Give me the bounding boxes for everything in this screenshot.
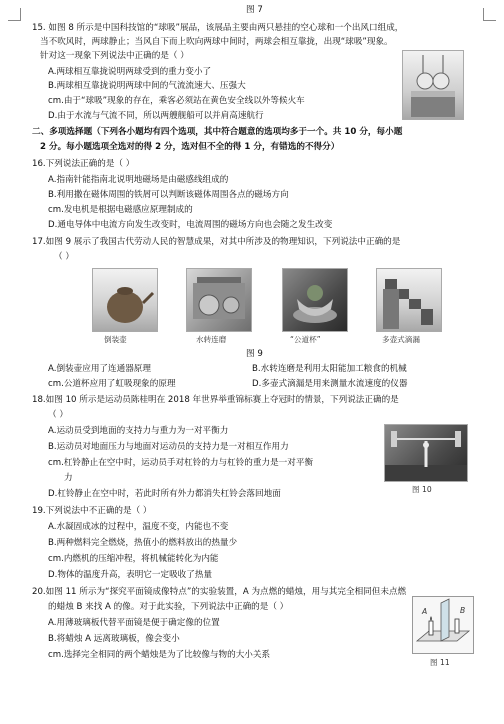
figure-9-water-mill-photo [186, 268, 252, 332]
q20-stem-line1: 20.如图 11 所示为“探究平面镜成像特点”的实验装置，A 为点燃的蜡烛，用与其完全相同但未点燃 [32, 587, 407, 597]
q20-option-a: A.用薄玻璃板代替平面镜是便于确定像的位置 [48, 618, 220, 628]
q18-option-b: B.运动员对地面压力与地面对运动员的支持力是一对相互作用力 [48, 442, 289, 452]
ball-suction-exhibit-image [403, 51, 463, 119]
q15-option-c: cm.由于“球吸”现象的存在，乘客必须站在黄色安全线以外等候火车 [48, 96, 305, 106]
figure-9-caption-3: “公道杯” [290, 335, 321, 344]
q17-stem-line2: （ ） [54, 252, 74, 262]
q18-option-a: A.运动员受到地面的支持力与重力为一对平衡力 [48, 426, 229, 436]
figure-11-diagram [412, 596, 474, 654]
q16-option-c: cm.发电机是根据电磁感应原理制成的 [48, 205, 193, 215]
figure-9-fair-cup-photo [282, 268, 348, 332]
figure-10-weightlifting-photo [384, 424, 468, 482]
q16-option-a: A.指南针能指南北说明地磁场是由磁感线组成的 [48, 175, 229, 185]
q17-option-c: cm.公道杯应用了虹吸现象的原理 [48, 379, 176, 389]
section2-heading-line1: 二、多项选择题（下列各小题均有四个选项，其中符合题意的选项均多于一个。共 10 分，每小题 [32, 127, 403, 137]
figure-11-label-b: B [460, 606, 466, 615]
q19-option-a: A.水凝固成冰的过程中，温度不变，内能也不变 [48, 522, 229, 532]
q17-stem-line1: 17.如图 9 展示了我国古代劳动人民的智慧成果，对其中所涉及的物理知识，下列说法中正确的是 [32, 237, 401, 247]
q19-option-b: B.两种燃料完全燃烧，热值小的燃料放出的热量少 [48, 538, 238, 548]
q20-option-b: B.将蜡烛 A 远离玻璃板，像会变小 [48, 634, 180, 644]
q16-option-b: B.利用撒在磁体周围的铁屑可以判断该磁体周围各点的磁场方向 [48, 190, 289, 200]
q19-option-d: D.物体的温度升高，表明它一定吸收了热量 [48, 570, 213, 580]
figure-9-caption-2: 水转连磨 [196, 335, 227, 344]
q15-stem-line3: 针对这一现象下列说法中正确的是（ ） [40, 51, 189, 61]
q17-option-a: A.倒装壶应用了连通器原理 [48, 364, 151, 374]
q15-stem-line1: 15. 如图 8 所示是中国科技馆的“球吸”展品，该展品主要由两只悬挂的空心球和一个出风口组成， [32, 23, 404, 33]
figure-9-caption-4: 多壶式滴漏 [382, 335, 420, 344]
q18-stem-line1: 18.如图 10 所示是运动员陈桂明在 2018 年世界举重锦标赛上夺冠时的情景，下列说法正确的是 [32, 395, 399, 405]
figure-8-photo [402, 50, 464, 120]
q15-option-a: A.两球相互靠拢说明两球受到的重力变小了 [48, 67, 212, 77]
teapot-image [93, 269, 157, 331]
q15-option-b: B.两球相互靠拢说明两球中间的气流流速大、压强大 [48, 81, 246, 91]
q17-option-d: D.多壶式滴漏是用来测量水流速度的仪器 [252, 379, 408, 389]
q17-option-b: B.水转连磨是利用太阳能加工粮食的机械 [252, 364, 407, 374]
figure-10-label: 图 10 [412, 485, 432, 494]
q20-option-c: cm.选择完全相同的两个蜡烛是为了比较像与物的大小关系 [48, 650, 271, 660]
crop-mark-top-left [8, 8, 21, 21]
water-mill-image [187, 269, 251, 331]
q19-stem: 19.下列说法中不正确的是（ ） [32, 506, 152, 516]
q18-option-c-line1: cm.杠铃静止在空中时，运动员手对杠铃的力与杠铃的重力是一对平衡 [48, 458, 314, 468]
figure-11-label-a: A [422, 607, 428, 616]
q15-option-d: D.由于水流与气流不同，所以两艘舰船可以并肩高速航行 [48, 111, 264, 121]
figure-9-label: 图 9 [246, 349, 263, 359]
q19-option-c: cm.内燃机的压缩冲程，将机械能转化为内能 [48, 554, 219, 564]
q15-stem-line2: 当不吹风时，两球静止；当风自下而上吹向两球中间时，两球会相互靠拢，出现“球吸”现象。 [40, 37, 393, 47]
figure-7-caption: 图 7 [246, 5, 263, 15]
weightlifter-image [385, 425, 467, 481]
fair-cup-image [283, 269, 347, 331]
clepsydra-image [377, 269, 441, 331]
q20-stem-line2: 的蜡烛 B 来找 A 的像。对于此实验，下列说法中正确的是（ ） [48, 602, 289, 612]
figure-11-label: 图 11 [430, 658, 450, 667]
figure-9-caption-1: 倒装壶 [104, 335, 127, 344]
q18-stem-line2: （ ） [48, 410, 68, 420]
crop-mark-top-right [483, 8, 496, 21]
figure-9-multi-pot-clepsydra-photo [376, 268, 442, 332]
q16-option-d: D.通电导体中电流方向发生改变时，电流周围的磁场方向也会随之发生改变 [48, 220, 333, 230]
q18-option-d: D.杠铃静止在空中时，若此时所有外力都消失杠铃会落回地面 [48, 489, 281, 499]
q16-stem: 16.下列说法正确的是（ ） [32, 159, 135, 169]
figure-9-inverted-pot-photo [92, 268, 158, 332]
section2-heading-line2: 2 分。每小题选项全选对的得 2 分，选对但不全的得 1 分，有错选的不得分） [40, 142, 340, 152]
q18-option-c-line2: 力 [64, 473, 73, 483]
